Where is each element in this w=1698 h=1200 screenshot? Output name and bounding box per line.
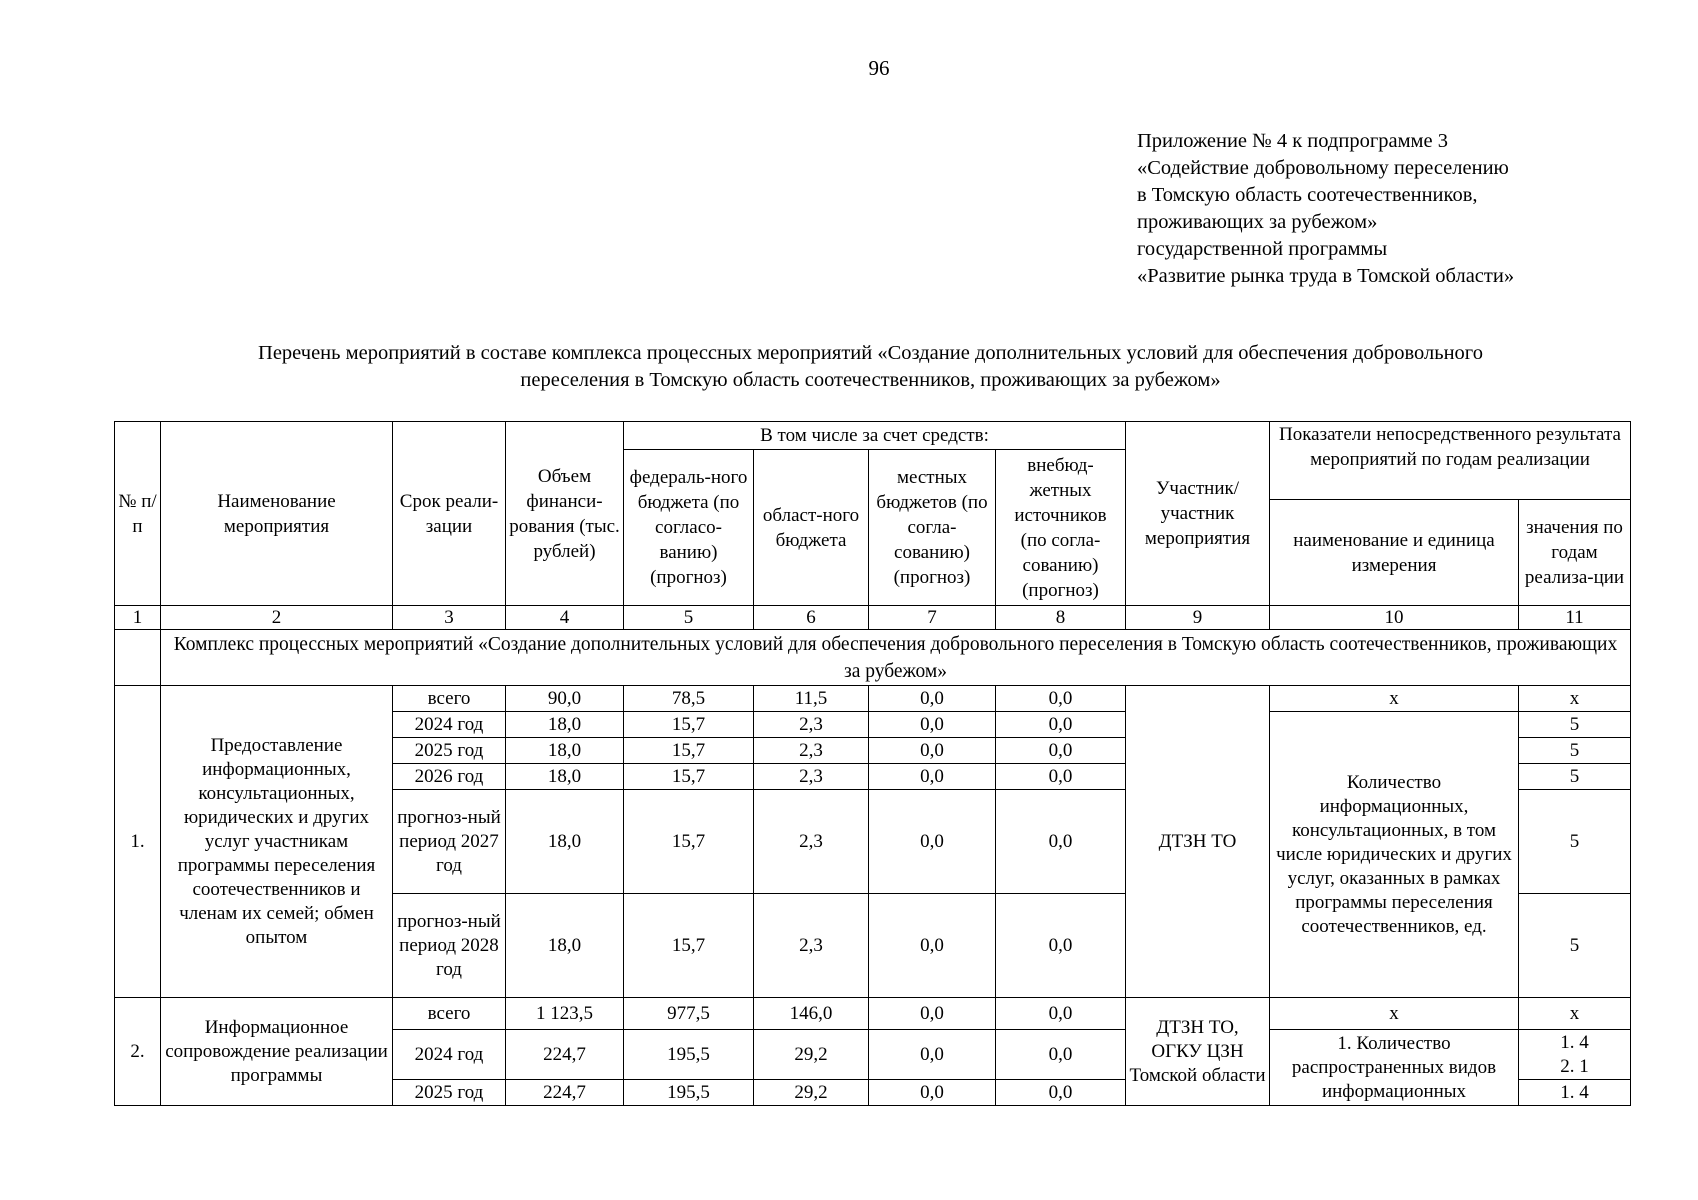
federal-cell: 78,5 <box>624 686 754 712</box>
indicator-name-cell: 1. Количество распространенных видов информационных <box>1270 1030 1519 1106</box>
header-participant: Участник/ участник мероприятия <box>1126 422 1270 606</box>
header-federal: федераль-ного бюджета (по согласо-ванию) (прогноз) <box>624 450 754 606</box>
term-cell: всего <box>393 686 506 712</box>
extra-cell: 0,0 <box>996 686 1126 712</box>
activities-table <box>114 421 1631 1106</box>
local-cell: 0,0 <box>869 1030 996 1080</box>
header-local: местных бюджетов (по согла-сованию) (прогноз) <box>869 450 996 606</box>
title-line: Перечень мероприятий в составе комплекса процессных мероприятий «Создание дополнительных условий для обеспечения добровольного <box>258 342 1483 364</box>
term-cell: 2025 год <box>393 1080 506 1106</box>
header-num: № п/п <box>115 422 161 606</box>
regional-cell: 2,3 <box>754 712 869 738</box>
extra-cell: 0,0 <box>996 1030 1126 1080</box>
local-cell: 0,0 <box>869 998 996 1030</box>
title-line: переселения в Томскую область соотечественников, проживающих за рубежом» <box>520 369 1221 391</box>
column-number: 6 <box>754 606 869 630</box>
federal-cell: 15,7 <box>624 712 754 738</box>
indicator-name-cell: Количество информационных, консультационных, в том числе юридических и других услуг, оказанных в рамках программы переселения соотечественников, ед. <box>1270 712 1519 998</box>
item-name: Предоставление информационных, консультационных, юридических и других услуг участникам программы переселения соотечественников и членам их семей; обмен опытом <box>161 686 393 998</box>
local-cell: 0,0 <box>869 894 996 998</box>
header-name: Наименование мероприятия <box>161 422 393 606</box>
term-cell: прогноз-ный период 2028 год <box>393 894 506 998</box>
appendix-note <box>1137 128 1514 290</box>
federal-cell: 15,7 <box>624 764 754 790</box>
term-cell: 2024 год <box>393 712 506 738</box>
appendix-line: «Содействие добровольному переселению <box>1137 157 1509 179</box>
volume-cell: 18,0 <box>506 712 624 738</box>
indicator-value-cell: 1. 4 <box>1519 1080 1631 1106</box>
regional-cell: 2,3 <box>754 894 869 998</box>
term-cell: прогноз-ный период 2027 год <box>393 790 506 894</box>
volume-cell: 224,7 <box>506 1030 624 1080</box>
item-number: 2. <box>115 998 161 1106</box>
local-cell: 0,0 <box>869 712 996 738</box>
section-title: Комплекс процессных мероприятий «Создание дополнительных условий для обеспечения добровольного переселения в Томскую область соотечественников, проживающих за рубежом» <box>161 630 1631 686</box>
document-title <box>113 340 1628 394</box>
column-number: 7 <box>869 606 996 630</box>
item-number: 1. <box>115 686 161 998</box>
indicator-header-cell: x <box>1270 998 1519 1030</box>
local-cell: 0,0 <box>869 764 996 790</box>
indicator-value-cell <box>1519 1030 1631 1080</box>
indicator-value-cell: x <box>1519 686 1631 712</box>
regional-cell: 11,5 <box>754 686 869 712</box>
federal-cell: 977,5 <box>624 998 754 1030</box>
header-extra: внебюд-жетных источников (по согла-сованию) (прогноз) <box>996 450 1126 606</box>
table-row <box>115 686 1631 712</box>
federal-cell: 15,7 <box>624 738 754 764</box>
term-cell: 2026 год <box>393 764 506 790</box>
appendix-line: в Томскую область соотечественников, <box>1137 184 1478 206</box>
extra-cell: 0,0 <box>996 894 1126 998</box>
extra-cell: 0,0 <box>996 738 1126 764</box>
volume-cell: 18,0 <box>506 764 624 790</box>
column-number: 1 <box>115 606 161 630</box>
item-name: Информационное сопровождение реализации программы <box>161 998 393 1106</box>
regional-cell: 2,3 <box>754 764 869 790</box>
column-number: 8 <box>996 606 1126 630</box>
regional-cell: 29,2 <box>754 1030 869 1080</box>
indicator-value-cell: 5 <box>1519 764 1631 790</box>
section-empty-cell <box>115 630 161 686</box>
extra-cell: 0,0 <box>996 1080 1126 1106</box>
appendix-line: проживающих за рубежом» <box>1137 211 1378 233</box>
indicator-header-cell: x <box>1270 686 1519 712</box>
participant-cell: ДТЗН ТО, ОГКУ ЦЗН Томской области <box>1126 998 1270 1106</box>
column-number: 4 <box>506 606 624 630</box>
federal-cell: 195,5 <box>624 1080 754 1106</box>
indicator-value-cell: 5 <box>1519 712 1631 738</box>
header-including: В том числе за счет средств: <box>624 422 1126 450</box>
extra-cell: 0,0 <box>996 790 1126 894</box>
column-number: 9 <box>1126 606 1270 630</box>
column-number: 3 <box>393 606 506 630</box>
extra-cell: 0,0 <box>996 998 1126 1030</box>
local-cell: 0,0 <box>869 790 996 894</box>
term-cell: 2025 год <box>393 738 506 764</box>
term-cell: 2024 год <box>393 1030 506 1080</box>
federal-cell: 15,7 <box>624 894 754 998</box>
volume-cell: 18,0 <box>506 790 624 894</box>
indicator-value-line: 2. 1 <box>1560 1055 1589 1077</box>
indicator-value-cell: x <box>1519 998 1631 1030</box>
appendix-line: Приложение № 4 к подпрограмме 3 <box>1137 130 1449 152</box>
volume-cell: 90,0 <box>506 686 624 712</box>
column-number: 5 <box>624 606 754 630</box>
regional-cell: 2,3 <box>754 738 869 764</box>
extra-cell: 0,0 <box>996 764 1126 790</box>
volume-cell: 18,0 <box>506 894 624 998</box>
regional-cell: 2,3 <box>754 790 869 894</box>
indicator-value-line: 1. 4 <box>1560 1031 1589 1053</box>
federal-cell: 15,7 <box>624 790 754 894</box>
appendix-line: «Развитие рынка труда в Томской области» <box>1137 265 1515 287</box>
header-indicator-values: значения по годам реализа-ции <box>1519 500 1631 606</box>
regional-cell: 146,0 <box>754 998 869 1030</box>
indicator-value-cell: 5 <box>1519 790 1631 894</box>
header-volume: Объем финанси-рования (тыс. рублей) <box>506 422 624 606</box>
local-cell: 0,0 <box>869 1080 996 1106</box>
column-number: 2 <box>161 606 393 630</box>
column-number: 11 <box>1519 606 1631 630</box>
volume-cell: 1 123,5 <box>506 998 624 1030</box>
extra-cell: 0,0 <box>996 712 1126 738</box>
header-regional: област-ного бюджета <box>754 450 869 606</box>
local-cell: 0,0 <box>869 738 996 764</box>
federal-cell: 195,5 <box>624 1030 754 1080</box>
indicator-value-cell: 5 <box>1519 894 1631 998</box>
table-row <box>115 998 1631 1030</box>
local-cell: 0,0 <box>869 686 996 712</box>
regional-cell: 29,2 <box>754 1080 869 1106</box>
appendix-line: государственной программы <box>1137 238 1388 260</box>
term-cell: всего <box>393 998 506 1030</box>
page-number: 96 <box>868 56 890 80</box>
volume-cell: 18,0 <box>506 738 624 764</box>
indicator-value-cell: 5 <box>1519 738 1631 764</box>
header-indicator-name: наименование и единица измерения <box>1270 500 1519 606</box>
participant-cell: ДТЗН ТО <box>1126 686 1270 998</box>
header-term: Срок реали-зации <box>393 422 506 606</box>
header-indicators: Показатели непосредственного результата мероприятий по годам реализации <box>1270 422 1631 500</box>
volume-cell: 224,7 <box>506 1080 624 1106</box>
column-number: 10 <box>1270 606 1519 630</box>
